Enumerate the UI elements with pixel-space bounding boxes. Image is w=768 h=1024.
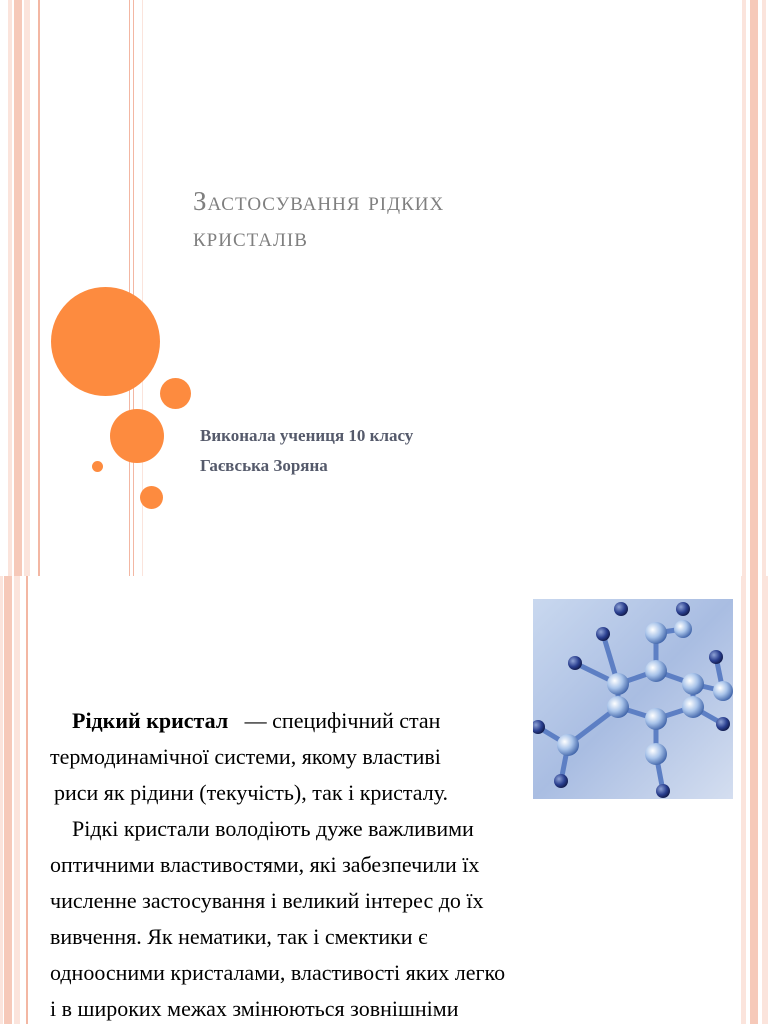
left-stripe-2 [4, 576, 12, 1024]
right-stripe-2 [750, 576, 758, 1024]
title-line-1: Застосування рідких [193, 186, 445, 216]
large-orange-circle [51, 287, 160, 396]
right-stripe [750, 0, 758, 576]
left-stripe-light [24, 0, 30, 576]
body-line-2: риси як рідини (текучість), так і кристалу. [54, 780, 449, 805]
medium-orange-circle [110, 409, 164, 463]
molecule-image [533, 599, 733, 799]
body-line-1: термодинамічної системи, якому властиві [50, 744, 441, 769]
left-stripe-line-2 [26, 576, 28, 1024]
title-line-2: кристалів [193, 222, 308, 252]
right-stripe-outer-2 [762, 576, 768, 1024]
content-slide [0, 576, 768, 1024]
subtitle-author-name: Гаєвська Зоряна [200, 456, 328, 475]
slide-title [193, 183, 713, 255]
left-stripe-thin-a [129, 0, 130, 576]
left-stripe-thin-b [133, 0, 134, 576]
small-orange-circle-bottom [140, 486, 163, 509]
right-stripe-light [742, 0, 746, 576]
body-line-7: одноосними кристалами, властивості яких легко [50, 960, 506, 985]
body-line-8: і в широких межах змінюються зовнішніми [50, 996, 459, 1021]
term-liquid-crystal: Рідкий кристал [72, 708, 229, 733]
body-line-3: Рідкі кристали володіють дуже важливими [72, 816, 474, 841]
body-line-6: вивчення. Як нематики, так і смектики є [50, 924, 428, 949]
tiny-orange-circle [92, 461, 103, 472]
left-stripe-outer-2 [0, 576, 3, 1024]
subtitle-author-class: Виконала учениця 10 класу [200, 426, 414, 445]
right-stripe-outer [762, 0, 766, 576]
right-stripe-light-2 [741, 576, 746, 1024]
left-stripe-outer [8, 0, 12, 576]
definition-start: — специфічний стан [244, 708, 441, 733]
left-stripe-line [38, 0, 40, 576]
body-line-4: оптичними властивостями, які забезпечили їх [50, 852, 480, 877]
molecule-illustration [533, 599, 733, 799]
left-stripe-light-2 [14, 576, 20, 1024]
definition-first-line [72, 708, 440, 734]
small-orange-circle [160, 378, 191, 409]
body-line-5: численне застосування і великий інтерес до їх [50, 888, 484, 913]
left-stripe [14, 0, 22, 576]
